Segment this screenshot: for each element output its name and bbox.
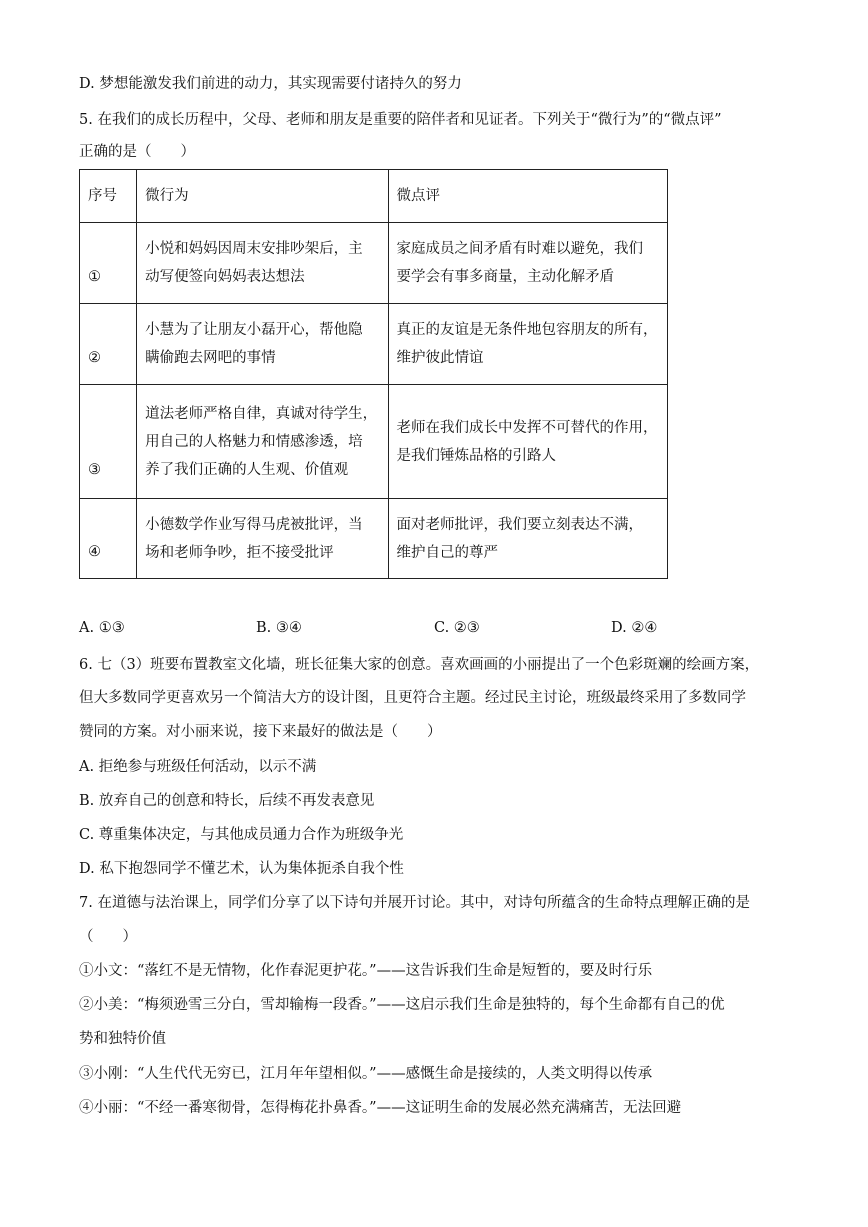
header-number: 序号 <box>80 170 137 223</box>
row-comment: 真正的友谊是无条件地包容朋友的所有， 维护彼此情谊 <box>388 304 667 385</box>
q7-statement-2-line-2: 势和独特价值 <box>79 1031 166 1047</box>
q5-table <box>79 169 668 579</box>
table-row <box>80 304 668 385</box>
q5-option-a: A. ①③ <box>79 620 125 636</box>
row-comment: 家庭成员之间矛盾有时难以避免，我们 要学会有事多商量，主动化解矛盾 <box>388 223 667 304</box>
q6-option-b: B. 放弃自己的创意和特长，后续不再发表意见 <box>79 793 375 809</box>
q6-stem-line-1: 6. 七（3）班要布置教室文化墙，班长征集大家的创意。喜欢画画的小丽提出了一个色彩斑斓的绘画方案， <box>79 657 760 673</box>
q4-option-d: D. 梦想能激发我们前进的动力，其实现需要付诸持久的努力 <box>79 76 462 92</box>
q7-statement-1: ①小文：“落红不是无情物，化作春泥更护花。”——这告诉我们生命是短暂的，要及时行乐 <box>79 963 653 979</box>
header-behavior: 微行为 <box>137 170 388 223</box>
row-behavior: 道法老师严格自律，真诚对待学生， 用自己的人格魅力和情感渗透，培 养了我们正确的人生观、价值观 <box>137 385 388 499</box>
q6-option-c: C. 尊重集体决定，与其他成员通力合作为班级争光 <box>79 827 404 843</box>
table-row <box>80 223 668 304</box>
q7-statement-3: ③小刚：“人生代代无穷已，江月年年望相似。”——感慨生命是接续的，人类文明得以传承 <box>79 1066 653 1082</box>
q7-stem-line-1: 7. 在道德与法治课上，同学们分享了以下诗句并展开讨论。其中，对诗句所蕴含的生命特点理解正确的是 <box>79 895 750 911</box>
header-comment: 微点评 <box>388 170 667 223</box>
q5-stem-line-1: 5. 在我们的成长历程中，父母、老师和朋友是重要的陪伴者和见证者。下列关于“微行为”的“微点评” <box>79 112 722 128</box>
q7-stem-line-2: （ ） <box>79 929 137 945</box>
row-number: ① <box>80 223 137 304</box>
q5-options <box>79 620 799 642</box>
q5-option-b: B. ③④ <box>256 620 302 636</box>
q5-stem-line-2: 正确的是（ ） <box>79 144 195 160</box>
row-number: ② <box>80 304 137 385</box>
row-comment: 老师在我们成长中发挥不可替代的作用， 是我们锤炼品格的引路人 <box>388 385 667 499</box>
q6-option-d: D. 私下抱怨同学不懂艺术，认为集体扼杀自我个性 <box>79 861 404 877</box>
q7-statement-4: ④小丽：“不经一番寒彻骨，怎得梅花扑鼻香。”——这证明生命的发展必然充满痛苦，无法回避 <box>79 1100 682 1116</box>
q5-option-d: D. ②④ <box>611 620 658 636</box>
row-behavior: 小悦和妈妈因周末安排吵架后，主 动写便签向妈妈表达想法 <box>137 223 388 304</box>
table-header-row <box>80 170 668 223</box>
q6-stem-line-2: 但大多数同学更喜欢另一个简洁大方的设计图，且更符合主题。经过民主讨论，班级最终采用了多数同学 <box>79 690 746 706</box>
row-number: ④ <box>80 499 137 579</box>
q7-statement-2-line-1: ②小美：“梅须逊雪三分白，雪却输梅一段香。”——这启示我们生命是独特的，每个生命都有自己的优 <box>79 997 725 1013</box>
row-behavior: 小德数学作业写得马虎被批评，当 场和老师争吵，拒不接受批评 <box>137 499 388 579</box>
table-row <box>80 385 668 499</box>
table-row <box>80 499 668 579</box>
q6-stem-line-3: 赞同的方案。对小丽来说，接下来最好的做法是（ ） <box>79 724 442 740</box>
q5-option-c: C. ②③ <box>434 620 480 636</box>
row-comment: 面对老师批评，我们要立刻表达不满， 维护自己的尊严 <box>388 499 667 579</box>
row-behavior: 小慧为了让朋友小磊开心，帮他隐 瞒偷跑去网吧的事情 <box>137 304 388 385</box>
row-number: ③ <box>80 385 137 499</box>
q6-option-a: A. 拒绝参与班级任何活动，以示不满 <box>79 759 317 775</box>
